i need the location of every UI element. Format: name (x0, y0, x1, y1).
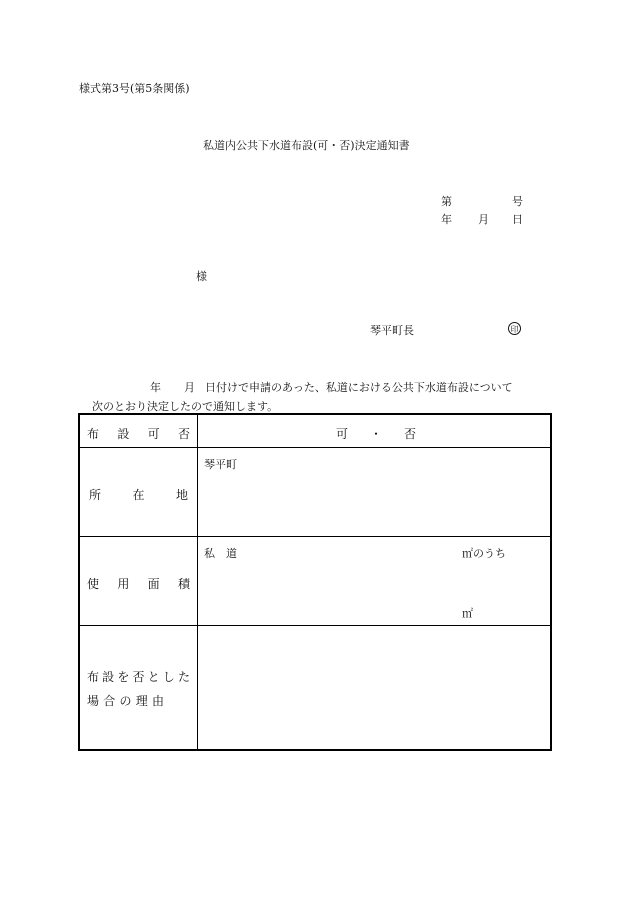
decision-table (78, 413, 552, 751)
label-char: 使 (87, 577, 100, 591)
document-title: 私道内公共下水道布設(可・否)決定通知書 (203, 139, 410, 152)
date-month: 月 (478, 213, 489, 226)
label-char: し (162, 670, 175, 684)
label-cell-area (80, 537, 198, 625)
row-rejection-reason (80, 626, 550, 751)
area-unit: ㎡ (462, 607, 473, 620)
label-char: 理 (135, 694, 148, 708)
label-cell-rejection-reason (80, 626, 198, 751)
label-rejection-reason-line1 (87, 668, 190, 685)
body-line-2: 次のとおり決定したので通知します。 (92, 400, 279, 413)
row-decision (80, 415, 550, 448)
option-separator: ・ (370, 427, 383, 441)
label-char: 面 (147, 577, 160, 591)
row-area (80, 537, 550, 626)
body-date-year: 年 (150, 381, 161, 394)
option-reject[interactable]: 否 (404, 427, 417, 441)
addressee-suffix: 様 (196, 270, 207, 283)
row-location (80, 448, 550, 537)
label-char: 可 (147, 427, 160, 441)
label-char: と (147, 670, 160, 684)
label-char: を (117, 670, 130, 684)
label-char: 合 (103, 694, 116, 708)
label-char: の (119, 694, 132, 708)
label-location (89, 486, 188, 503)
value-cell-location[interactable] (198, 448, 550, 536)
value-cell-rejection-reason[interactable] (198, 626, 550, 751)
area-unit-of: ㎡のうち (462, 547, 506, 560)
label-char: 積 (177, 577, 190, 591)
private-road-label: 私 道 (204, 547, 237, 560)
body-line-1: 日付けで申請のあった、私道における公共下水道布設について (205, 381, 513, 394)
label-char: 否 (177, 427, 190, 441)
seal-mark-icon: 印 (508, 322, 521, 335)
label-cell-decision (80, 415, 198, 447)
doc-number-suffix: 号 (512, 195, 523, 208)
label-char: 地 (175, 488, 188, 502)
label-char: 設 (102, 670, 115, 684)
label-area (87, 575, 190, 592)
date-day: 日 (512, 213, 523, 226)
label-char: 由 (151, 694, 164, 708)
doc-number-prefix: 第 (441, 195, 452, 208)
issuer-name: 琴平町長 (370, 324, 414, 337)
label-char: 所 (89, 488, 102, 502)
location-value: 琴平町 (204, 458, 237, 471)
date-year: 年 (441, 213, 452, 226)
label-char: た (177, 670, 190, 684)
label-cell-location (80, 448, 198, 536)
label-char: 布 (87, 427, 100, 441)
label-char: 否 (132, 670, 145, 684)
label-rejection-reason-line2 (87, 692, 164, 709)
label-char: 用 (117, 577, 130, 591)
label-char: 在 (132, 488, 145, 502)
label-char: 布 (87, 670, 100, 684)
body-date-month: 月 (184, 381, 195, 394)
option-approve[interactable]: 可 (336, 427, 349, 441)
value-cell-area[interactable] (198, 537, 550, 625)
value-cell-decision[interactable] (198, 415, 550, 447)
form-number: 様式第3号(第5条関係) (79, 82, 190, 95)
label-decision (87, 425, 190, 442)
label-char: 場 (87, 694, 100, 708)
label-char: 設 (117, 427, 130, 441)
